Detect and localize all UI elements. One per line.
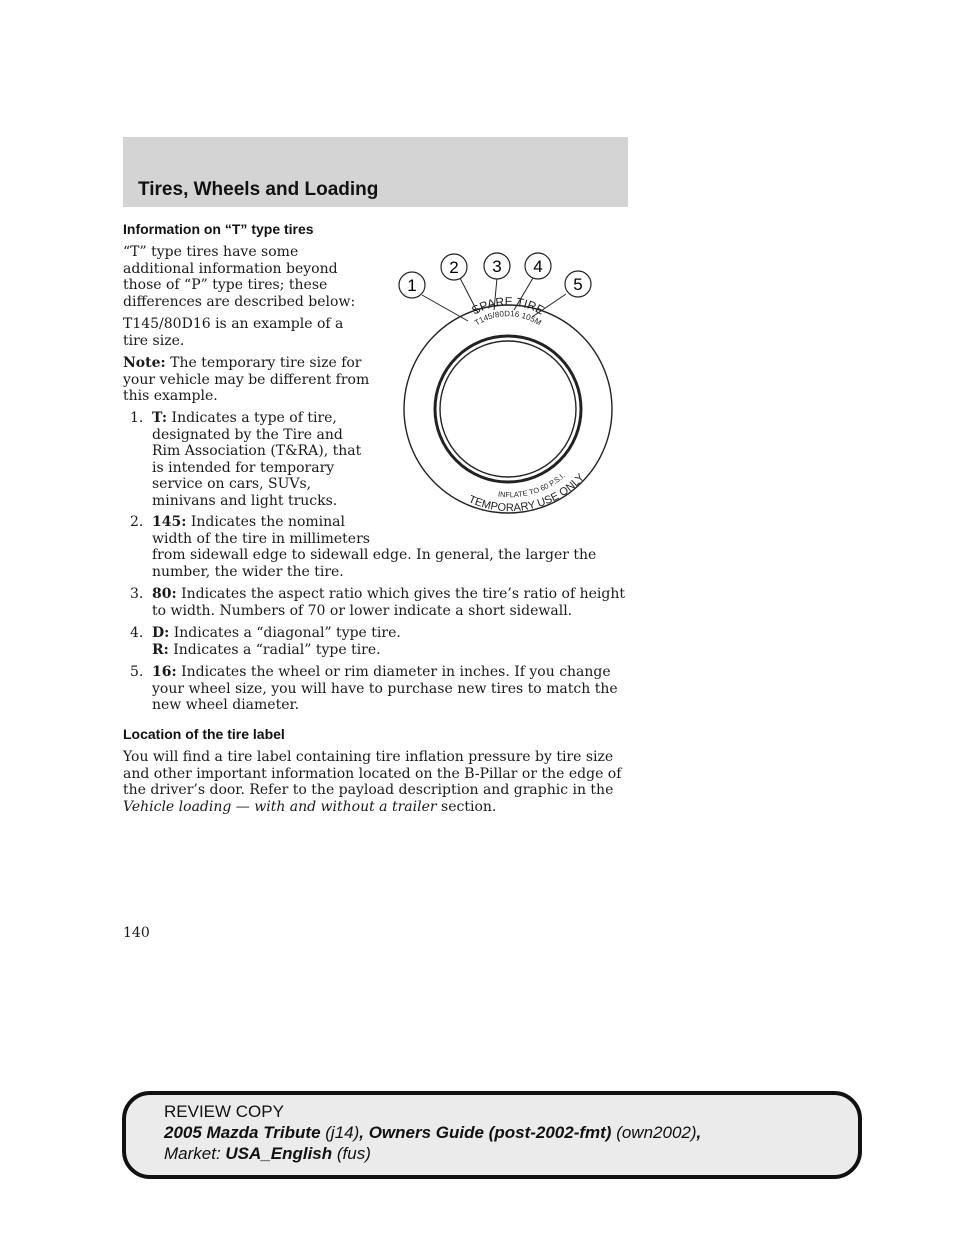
paragraph-text: You will find a tire label containing tire inflation pressure by tire size and other important information located on the B-Pillar or the edge of the driver’s door. Refer to the payload description and graphic in the [123,749,622,798]
tire-size-code: T145/80D16 105M [472,309,543,328]
svg-text:5: 5 [573,275,583,294]
list-text: Indicates a “diagonal” type tire. [169,625,401,641]
market-code: (fus) [332,1144,371,1163]
callout-4 [525,253,551,279]
list-body [152,586,632,619]
tire-sidewall-diagram [396,245,628,530]
svg-text:2: 2 [449,258,459,277]
list-number: 3. [130,586,144,602]
note-label: Note: [123,355,166,371]
separator: , [696,1123,702,1142]
list-body [152,410,372,509]
list-body [152,514,372,547]
section-reference: Vehicle loading — with and without a trailer [123,798,437,815]
svg-text:1: 1 [407,276,417,295]
guide-code: (own2002) [611,1123,697,1142]
spare-tire-label: SPARE TIRE [469,294,547,318]
list-text: Indicates a “radial” type tire. [168,641,381,658]
list-term: 80: [152,586,177,602]
guide-name: , Owners Guide (post-2002-fmt) [359,1123,612,1142]
tire-label-paragraph [123,749,628,815]
model-code: (j14) [320,1123,360,1142]
list-body [152,664,632,714]
list-text: Indicates a type of tire, designated by the Tire and Rim Association (T&RA), that is intended for temporary service on cars, SUVs, minivans and light trucks. [152,410,362,509]
market-label: Market: [164,1144,226,1163]
inflate-label: INFLATE TO 60 P.S.I. [497,471,567,500]
list-term: R: [152,641,169,658]
review-copy-footer [122,1091,862,1179]
intro-paragraph: “T” type tires have some additional information beyond those of “P” type tires; these differences are described below: [123,244,356,310]
list-term: D: [152,625,170,641]
callout-3 [484,253,510,279]
list-term: T: [152,410,168,426]
list-text: Indicates the wheel or rim diameter in inches. If you change your wheel size, you will have to purchase new tires to match the new wheel diameter. [152,664,618,713]
svg-text:3: 3 [492,257,502,276]
review-label: REVIEW COPY [164,1102,284,1121]
example-paragraph: T145/80D16 is an example of a tire size. [123,316,344,349]
list-text-continued: from sidewall edge to sidewall edge. In general, the larger the number, the wider the tire. [152,547,597,580]
list-number: 4. [130,625,144,641]
review-copy-text [164,1101,701,1164]
paragraph-text: section. [436,798,497,815]
list-text: Indicates the aspect ratio which gives the tire’s ratio of height to width. Numbers of 70 or lower indicate a short sidewall. [152,586,625,619]
list-body [152,625,632,658]
note-paragraph [123,355,371,405]
market-value: USA_English [225,1144,333,1163]
page-number: 140 [123,925,150,941]
list-term: 16: [152,664,177,680]
section-heading-tire-label: Location of the tire label [123,726,285,742]
list-number: 2. [130,514,144,530]
list-term: 145: [152,514,187,530]
rim-inner [440,341,576,477]
callout-2 [441,254,467,280]
note-text: The temporary tire size for your vehicle may be different from this example. [123,355,370,404]
list-text: Indicates the nominal width of the tire in millimeters [152,514,370,547]
page-title: Tires, Wheels and Loading [138,179,379,200]
list-number: 5. [130,664,144,680]
temporary-use-label: TEMPORARY USE ONLY [466,471,587,515]
list-number: 1. [130,410,144,426]
callout-line-1 [422,295,468,321]
svg-text:4: 4 [533,257,543,276]
section-header [123,137,628,207]
model-name: 2005 Mazda Tribute [164,1123,321,1142]
section-heading-t-type-tires: Information on “T” type tires [123,221,314,237]
callout-1 [399,272,425,298]
callout-5 [565,271,591,297]
